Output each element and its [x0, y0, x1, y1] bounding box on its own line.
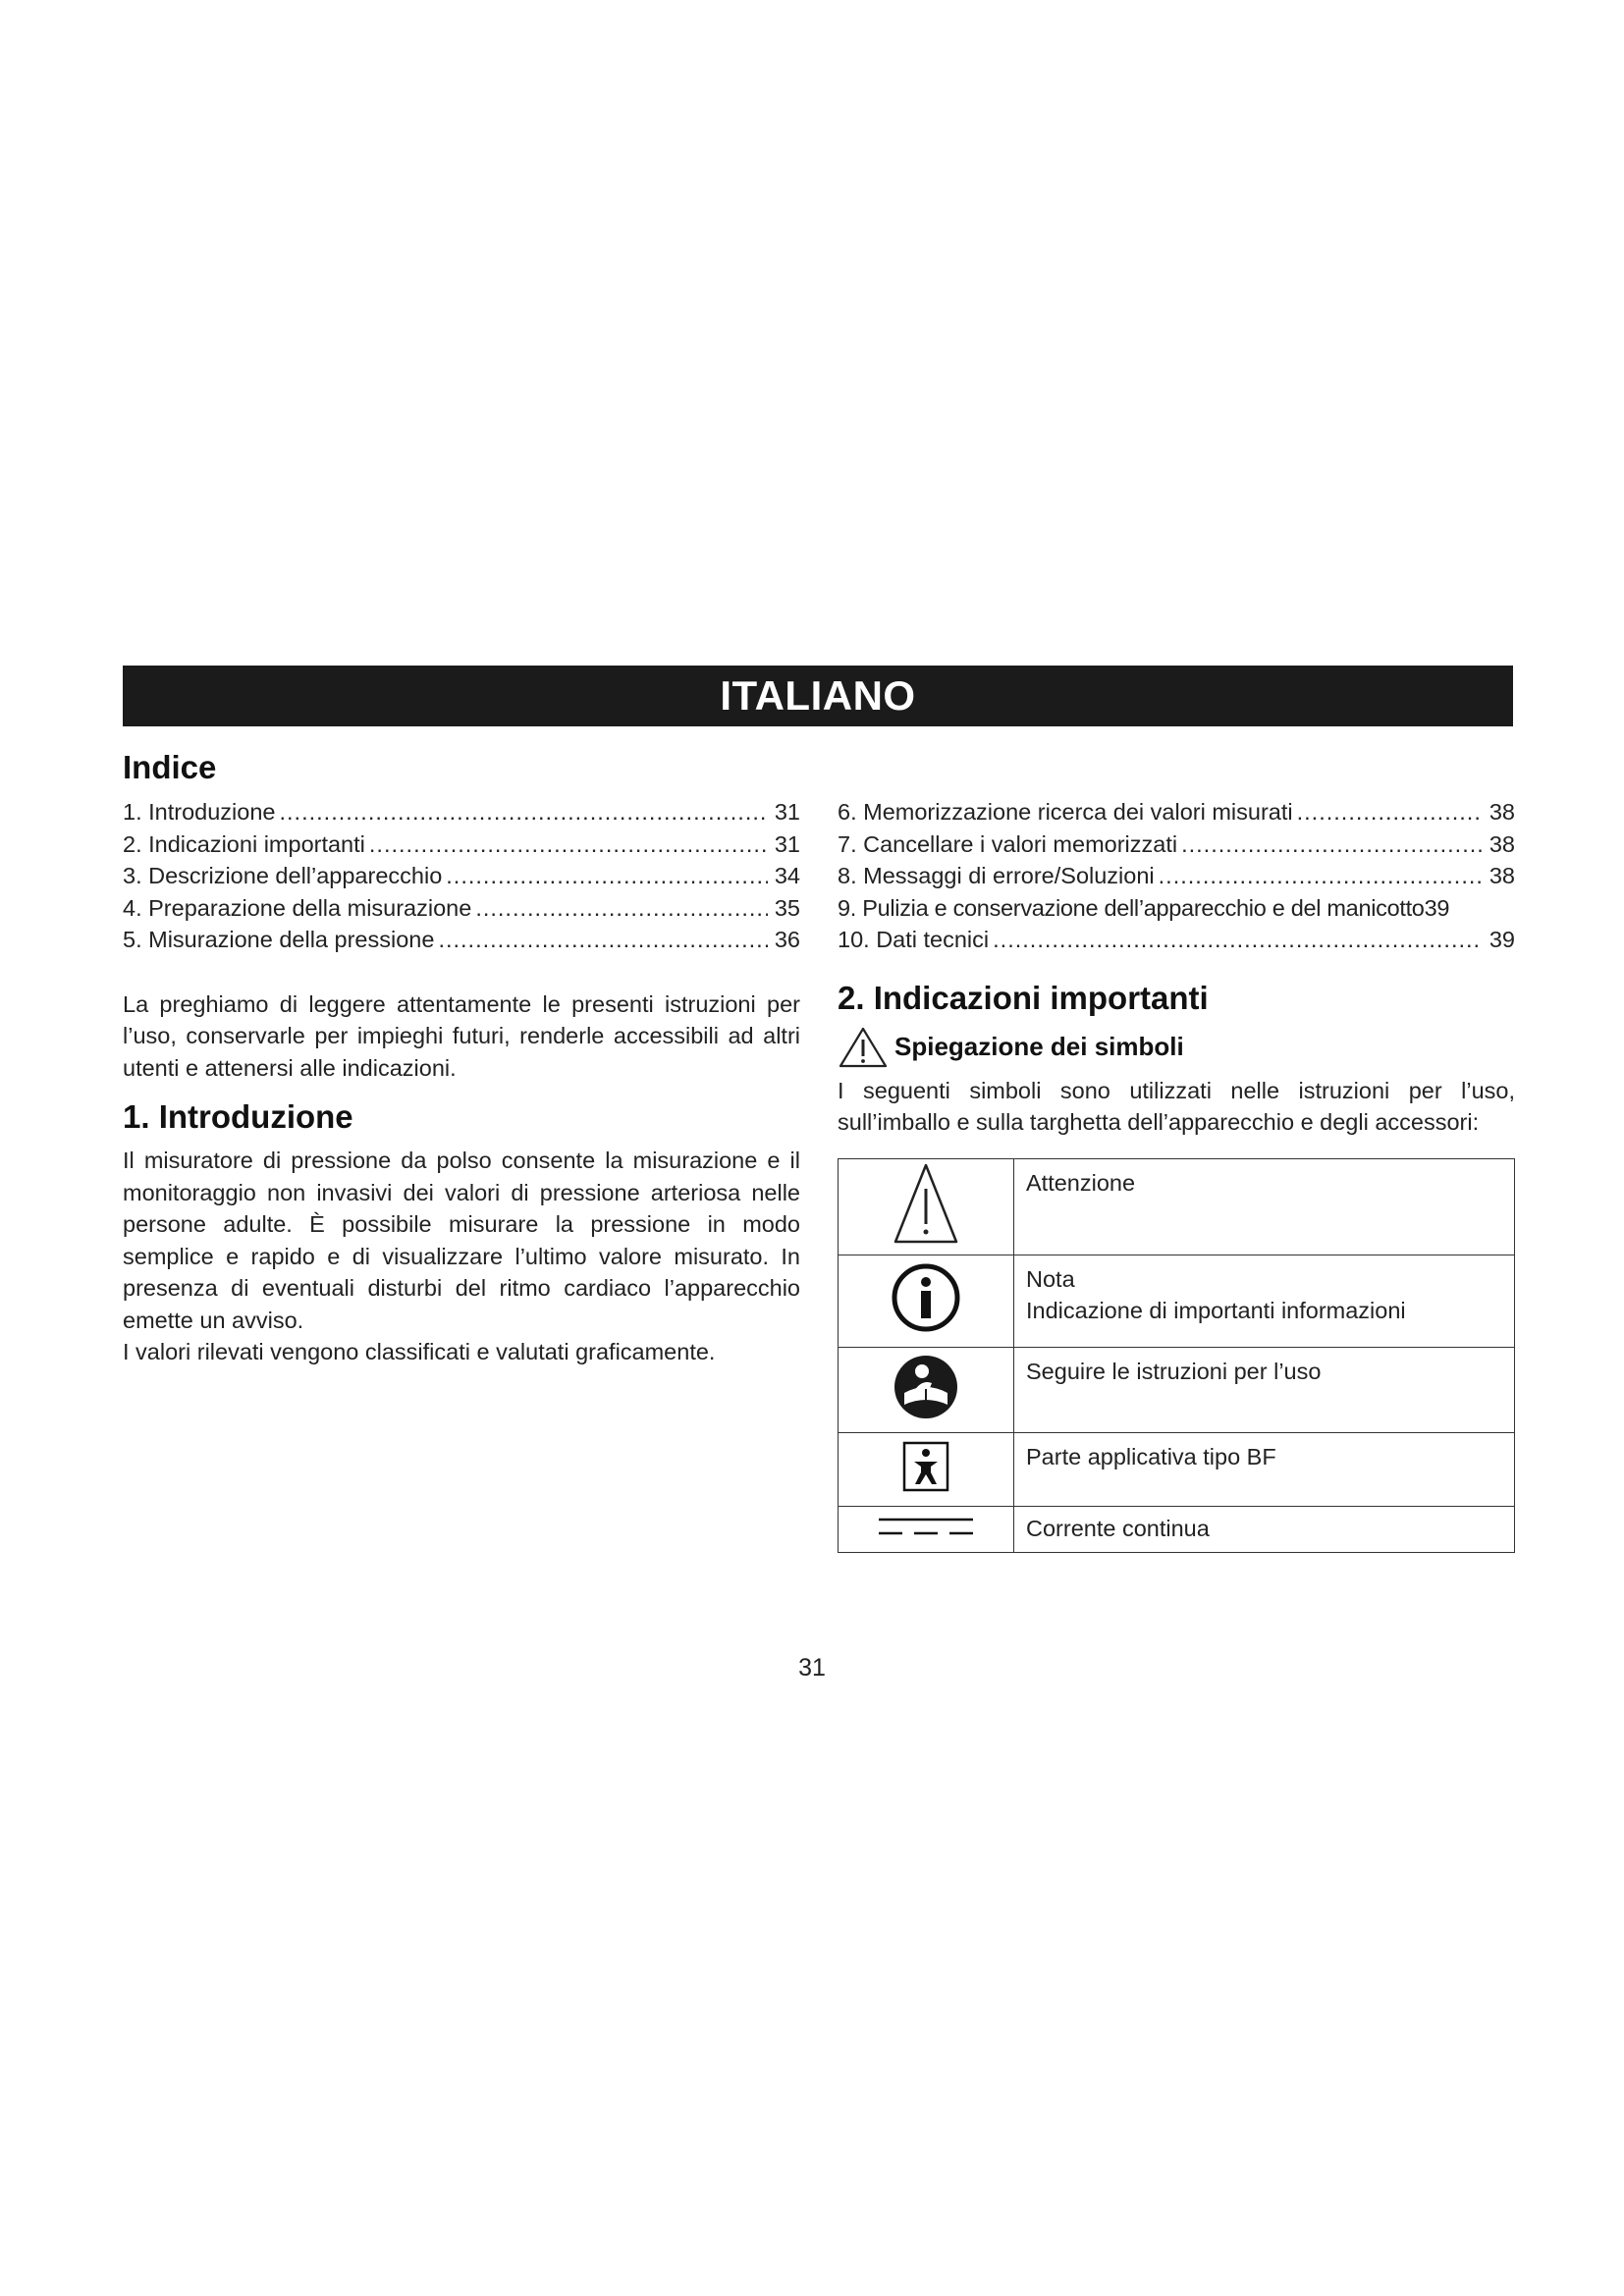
section1-heading: 1. Introduzione	[123, 1098, 353, 1135]
section1-body-2: I valori rilevati vengono classificati e valutati graficamente.	[123, 1339, 716, 1364]
toc-item[interactable]: 10. Dati tecnici ..... 39	[838, 927, 1515, 959]
intro-paragraph: La preghiamo di leggere attentamente le presenti istruzioni per l’uso, conservarle per impieghi futuri, renderle accessibili ad altri utenti e attenersi alle indicazioni.	[123, 990, 800, 1081]
section1-body: Il misuratore di pressione da polso consente la misurazione e il monitoraggio non invasivi dei valori di pressione arteriosa nelle persone adulte. È possibile misurare la pressione in modo semplice e rapido e di visualizzare l’ultimo valore misurato. In presenza di eventuali disturbi del ritmo cardiaco l’apparecchio emette un avviso.	[123, 1148, 800, 1333]
section2-heading: 2. Indicazioni importanti	[838, 979, 1209, 1016]
symbol-cell	[839, 1158, 1014, 1255]
section2-body: I seguenti simboli sono utilizzati nelle istruzioni per l’uso, sull’imballo e sulla targhetta dell’apparecchio e degli accessori:	[838, 1077, 1515, 1135]
read-manual-icon	[893, 1354, 959, 1420]
toc-item[interactable]: 2. Indicazioni importanti ..... 31	[123, 831, 800, 864]
symbols-table	[838, 1158, 1515, 1553]
symbol-description: Nota Indicazione di importanti informazioni	[1014, 1255, 1515, 1347]
type-bf-icon	[901, 1440, 950, 1493]
toc-item[interactable]: 8. Messaggi di errore/Soluzioni ..... 38	[838, 863, 1515, 895]
toc-item[interactable]: 7. Cancellare i valori memorizzati ..... 38	[838, 831, 1515, 864]
toc-item[interactable]: 1. Introduzione ..... 31	[123, 799, 800, 831]
left-column	[123, 748, 800, 1368]
symbol-description: Corrente continua	[1014, 1506, 1515, 1552]
symbol-description: Parte applicativa tipo BF	[1014, 1432, 1515, 1506]
symbol-cell	[839, 1347, 1014, 1432]
toc-list-left	[123, 799, 800, 959]
toc-heading: Indice	[123, 749, 217, 785]
warning-triangle-icon	[892, 1161, 960, 1246]
page-number: 31	[798, 1654, 826, 1682]
table-row	[839, 1347, 1515, 1432]
symbol-cell	[839, 1255, 1014, 1347]
toc-item[interactable]: 9. Pulizia e conservazione dell’apparecchio e del manicotto 39	[838, 894, 1450, 921]
symbol-cell	[839, 1506, 1014, 1552]
symbols-subheading	[838, 1026, 1515, 1069]
symbols-subheading-text: Spiegazione dei simboli	[894, 1032, 1184, 1061]
table-row	[839, 1506, 1515, 1552]
direct-current-icon	[877, 1512, 975, 1541]
symbol-description: Attenzione	[1014, 1158, 1515, 1255]
warning-triangle-icon	[838, 1026, 889, 1069]
table-row	[839, 1255, 1515, 1347]
symbol-cell	[839, 1432, 1014, 1506]
table-row	[839, 1158, 1515, 1255]
symbol-description: Seguire le istruzioni per l’uso	[1014, 1347, 1515, 1432]
toc-item[interactable]: 5. Misurazione della pressione ..... 36	[123, 927, 800, 959]
toc-item[interactable]: 3. Descrizione dell’apparecchio ..... 34	[123, 863, 800, 895]
toc-item[interactable]: 4. Preparazione della misurazione ..... 35	[123, 895, 800, 928]
table-row	[839, 1432, 1515, 1506]
toc-list-right	[838, 799, 1515, 959]
language-banner	[123, 666, 1513, 726]
toc-item[interactable]: 6. Memorizzazione ricerca dei valori misurati ..... 38	[838, 799, 1515, 831]
info-icon	[891, 1262, 961, 1333]
banner-title: ITALIANO	[720, 672, 916, 719]
right-column	[838, 748, 1515, 1553]
